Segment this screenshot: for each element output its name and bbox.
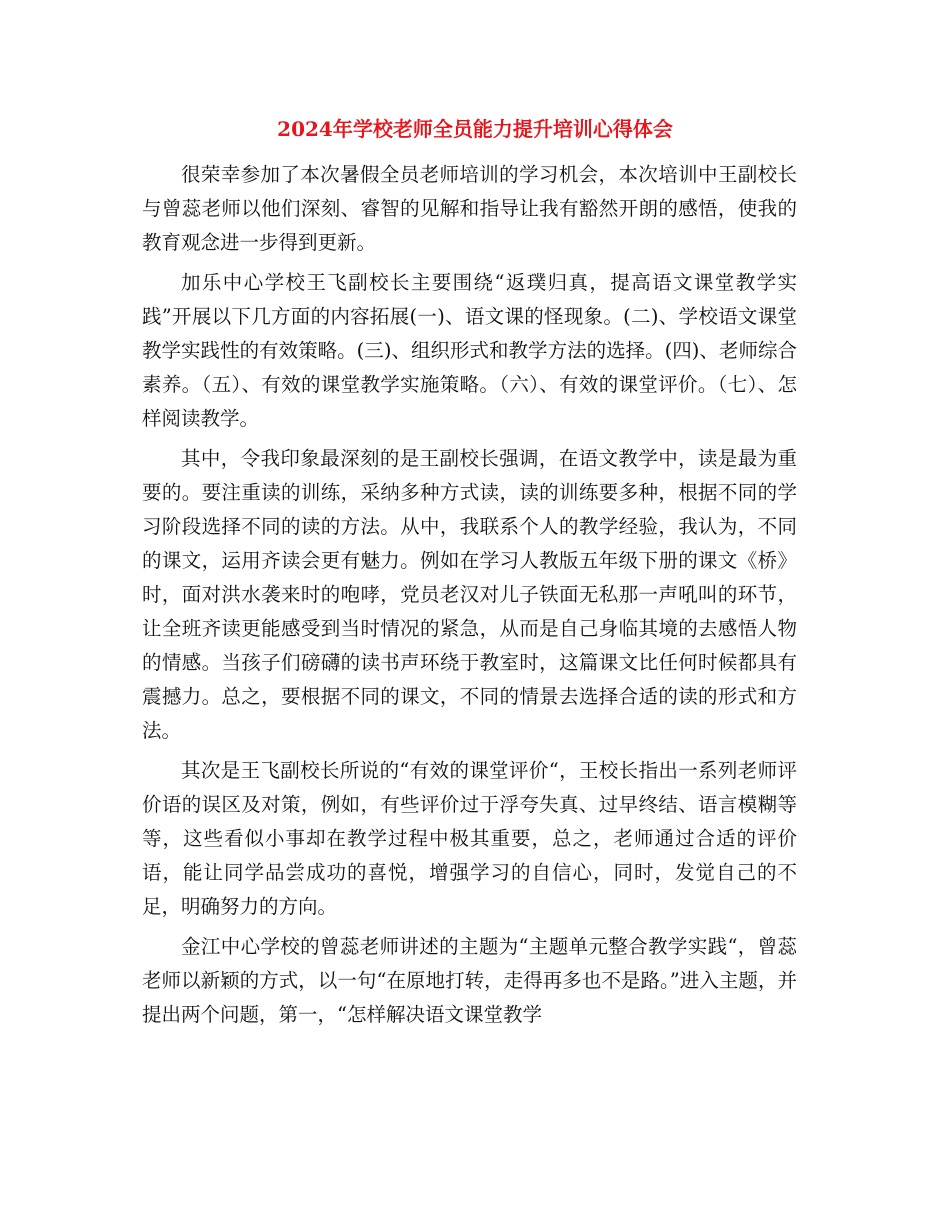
- paragraph-1: 很荣幸参加了本次暑假全员老师培训的学习机会，本次培训中王副校长与曾蕊老师以他们深刻、睿智的见解和指导让我有豁然开朗的感悟，使我的教育观念进一步得到更新。: [142, 163, 797, 254]
- paragraph-2: 加乐中心学校王飞副校长主要围绕“返璞归真，提高语文课堂教学实践”开展以下几方面的内容拓展(一)、语文课的怪现象。(二)、学校语文课堂教学实践性的有效策略。(三)、组织形式和教学方法的选择。(四)、老师综合素养。（五）、有效的课堂教学实施策略。（六）、有效的课堂评价。（七）、怎样阅读教学。: [142, 271, 797, 430]
- paragraph-4: 其次是王飞副校长所说的“有效的课堂评价“，王校长指出一系列老师评价语的误区及对策，例如，有些评价过于浮夸失真、过早终结、语言模糊等等，这些看似小事却在教学过程中极其重要，总之，老师通过合适的评价语，能让同学品尝成功的喜悦，增强学习的自信心，同时，发觉自己的不足，明确努力的方向。: [142, 759, 797, 918]
- document-body: [142, 158, 797, 1038]
- paragraph-5: 金江中心学校的曾蕊老师讲述的主题为“主题单元整合教学实践“，曾蕊老师以新颖的方式，以一句“在原地打转，走得再多也不是路。”进入主题，并提出两个问题，第一，“怎样解决语文课堂教学: [142, 935, 797, 1026]
- document-title: 2024年学校老师全员能力提升培训心得体会: [277, 117, 673, 141]
- paragraph-3: 其中，令我印象最深刻的是王副校长强调，在语文教学中，读是最为重要的。要注重读的训练，采纳多种方式读，读的训练要多种，根据不同的学习阶段选择不同的读的方法。从中，我联系个人的教学经验，我认为，不同的课文，运用齐读会更有魅力。例如在学习人教版五年级下册的课文《桥》时，面对洪水袭来时的咆哮，党员老汉对儿子铁面无私那一声吼叫的环节，让全班齐读更能感受到当时情况的紧急，从而是自己身临其境的去感悟人物的情感。当孩子们磅礴的读书声环绕于教室时，这篇课文比任何时候都具有震撼力。总之，要根据不同的课文，不同的情景去选择合适的读的形式和方法。: [142, 447, 797, 742]
